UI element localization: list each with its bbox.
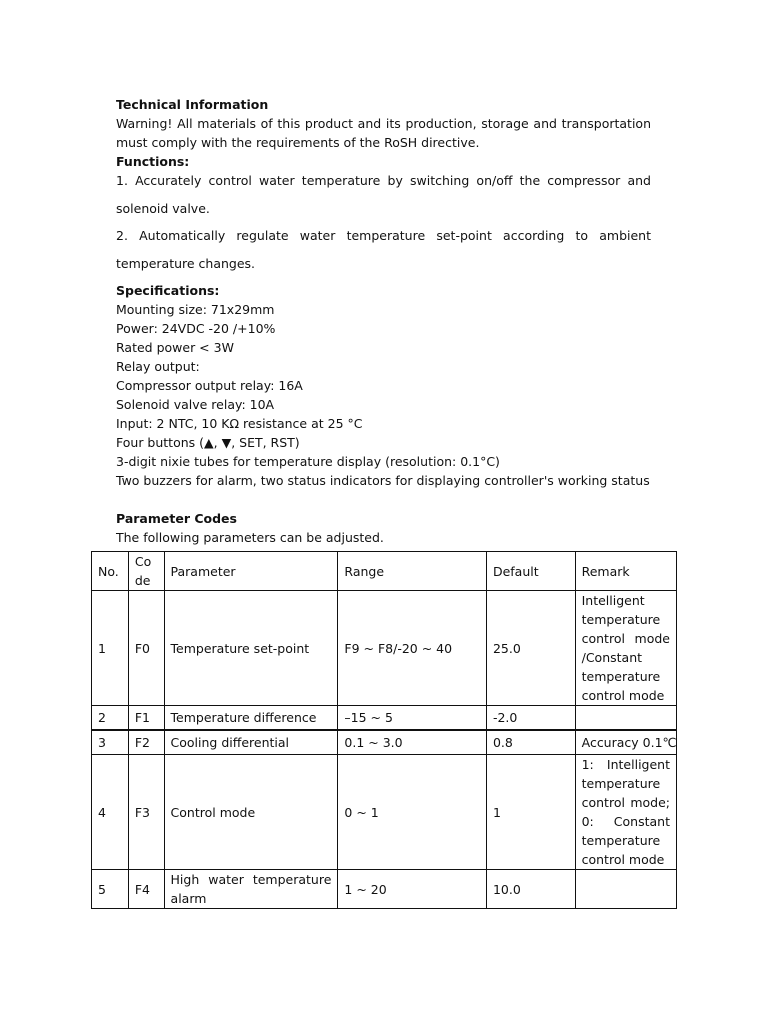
cell-default: 25.0	[486, 591, 575, 706]
function-item-1: 1. Accurately control water temperature by switching on/off the compressor and solenoid valve.	[116, 173, 651, 216]
warning-text: Warning! All materials of this product and its production, storage and transportation must comply with the requirements of the RoSH directive.	[116, 116, 651, 150]
spec-line: Input: 2 NTC, 10 KΩ resistance at 25 °C	[116, 416, 363, 431]
header-code: Code	[128, 552, 164, 591]
cell-default: -2.0	[486, 706, 575, 731]
spec-line: Four buttons (▲, ▼, SET, RST)	[116, 435, 300, 450]
parameter-codes-intro: The following parameters can be adjusted.	[116, 530, 384, 545]
cell-remark: Accuracy 0.1℃	[575, 730, 676, 755]
cell-default: 1	[486, 755, 575, 870]
cell-remark: Intelligent temperature control mode /Constant temperature control mode	[575, 591, 676, 706]
header-no: No.	[92, 552, 129, 591]
cell-parameter: Cooling differential	[164, 730, 338, 755]
cell-remark	[575, 870, 676, 909]
header-remark: Remark	[575, 552, 676, 591]
table-row	[92, 870, 677, 909]
cell-no: 4	[92, 755, 129, 870]
function-item-2: 2. Automatically regulate water temperature set-point according to ambient temperature changes.	[116, 228, 651, 271]
spec-line: Rated power < 3W	[116, 340, 234, 355]
cell-default: 10.0	[486, 870, 575, 909]
cell-range: 0 ~ 1	[338, 755, 487, 870]
spec-line: Power: 24VDC -20 /+10%	[116, 321, 276, 336]
technical-information-section	[116, 95, 651, 547]
cell-no: 2	[92, 706, 129, 731]
spec-line: Solenoid valve relay: 10A	[116, 397, 275, 412]
cell-range: F9 ~ F8/-20 ~ 40	[338, 591, 487, 706]
cell-default: 0.8	[486, 730, 575, 755]
spec-line: 3-digit nixie tubes for temperature display (resolution: 0.1°C)	[116, 454, 500, 469]
functions-heading: Functions:	[116, 154, 190, 169]
cell-code: F4	[128, 870, 164, 909]
cell-no: 3	[92, 730, 129, 755]
cell-parameter: Control mode	[164, 755, 338, 870]
cell-parameter: Temperature difference	[164, 706, 338, 731]
parameter-codes-heading: Parameter Codes	[116, 511, 237, 526]
cell-code: F0	[128, 591, 164, 706]
table-row	[92, 755, 677, 870]
header-default: Default	[486, 552, 575, 591]
specifications-heading: Specifications:	[116, 283, 220, 298]
cell-code: F1	[128, 706, 164, 731]
spec-line: Mounting size: 71x29mm	[116, 302, 275, 317]
parameter-table	[91, 551, 677, 909]
header-range: Range	[338, 552, 487, 591]
spec-line: Compressor output relay: 16A	[116, 378, 303, 393]
cell-range: 1 ~ 20	[338, 870, 487, 909]
cell-range: 0.1 ~ 3.0	[338, 730, 487, 755]
cell-parameter: High water temperature alarm	[164, 870, 338, 909]
spec-line: Two buzzers for alarm, two status indicators for displaying controller's working status	[116, 473, 650, 488]
cell-range: –15 ~ 5	[338, 706, 487, 731]
cell-no: 1	[92, 591, 129, 706]
table-row	[92, 591, 677, 706]
table-header-row	[92, 552, 677, 591]
spec-line: Relay output:	[116, 359, 200, 374]
table-row	[92, 730, 677, 755]
cell-code: F2	[128, 730, 164, 755]
section-title: Technical Information	[116, 97, 269, 112]
cell-remark	[575, 706, 676, 731]
cell-code: F3	[128, 755, 164, 870]
cell-no: 5	[92, 870, 129, 909]
table-row	[92, 706, 677, 731]
header-parameter: Parameter	[164, 552, 338, 591]
cell-remark: 1: Intelligent temperature control mode; 0: Constant temperature control mode	[575, 755, 676, 870]
cell-parameter: Temperature set-point	[164, 591, 338, 706]
